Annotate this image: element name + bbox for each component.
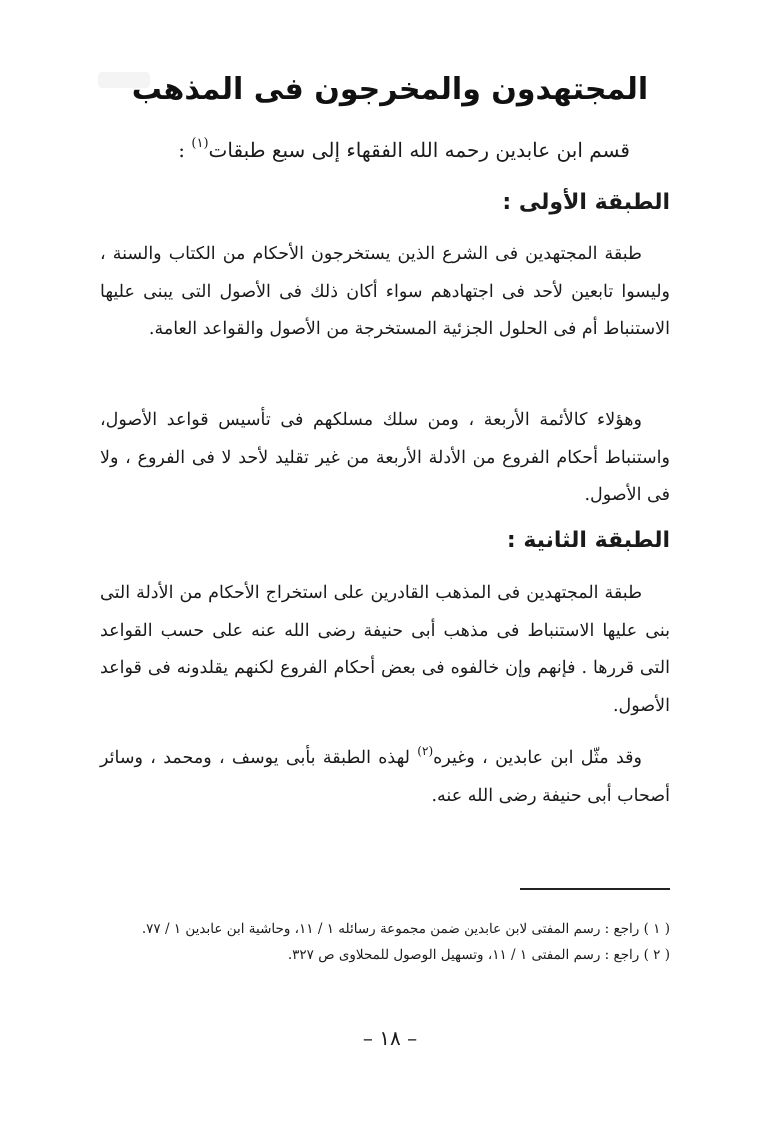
- intro-colon: :: [178, 138, 186, 162]
- paragraph-text: طبقة المجتهدين فى الشرع الذين يستخرجون الأحكام من الكتاب والسنة ، وليسوا تابعين لأحد فى اجتهادهم سواء أكان ذلك فى الأصول التى يبنى عليها الاستنباط أم فى الحلول الجزئية المستخرجة من الأصول والقواعد العامة.: [100, 244, 670, 339]
- paragraph: [100, 236, 670, 349]
- footnote-item: ( ٢ ) راجع : رسم المفتى ١ / ١١، وتسهيل الوصول للمحلاوى ص ٣٢٧.: [287, 947, 670, 963]
- intro-text: قسم ابن عابدين رحمه الله الفقهاء إلى سبع طبقات: [208, 138, 630, 162]
- footnotes-list: [100, 916, 670, 968]
- paragraph-text: طبقة المجتهدين فى المذهب القادرين على استخراج الأحكام من الأدلة التى بنى عليها الاستنباط فى مذهب أبى حنيفة رضى الله عنه على حسب القواعد التى قررها . فإنهم وإن خالفوه فى بعض أحكام الفروع لكنهم يقلدونه فى قواعد الأصول.: [100, 583, 670, 716]
- paragraph-text-start: وقد مثّل ابن عابدين ، وغيره: [433, 748, 642, 768]
- footnote-separator: [520, 888, 670, 890]
- footnote-item: ( ١ ) راجع : رسم المفتى لابن عابدين ضمن مجموعة رسائله ١ / ١١، وحاشية ابن عابدين ١ / ٧٧.: [141, 921, 670, 937]
- section-heading-first: الطبقة الأولى :: [502, 190, 670, 215]
- page-number: – ١٨ –: [362, 1026, 418, 1050]
- page-title: المجتهدون والمخرجون فى المذهب: [131, 72, 649, 107]
- intro-line: [178, 136, 630, 162]
- paragraph: [100, 740, 670, 815]
- paragraph-text: وهؤلاء كالأئمة الأربعة ، ومن سلك مسلكهم فى تأسيس قواعد الأصول، واستنباط أحكام الفروع من الأدلة الأربعة من غير تقليد لأحد لا فى الفروع ، ولا فى الأصول.: [100, 410, 670, 505]
- footnote-ref-2: (٢): [417, 744, 434, 758]
- section-heading-second: الطبقة الثانية :: [506, 528, 670, 553]
- paragraph: [100, 575, 670, 725]
- paragraph-text-end: لهذه الطبقة بأبى يوسف ، ومحمد ، وسائر أصحاب أبى حنيفة رضى الله عنه.: [100, 748, 670, 806]
- paragraph: [100, 402, 670, 515]
- footnote-ref-1: (١): [191, 136, 209, 151]
